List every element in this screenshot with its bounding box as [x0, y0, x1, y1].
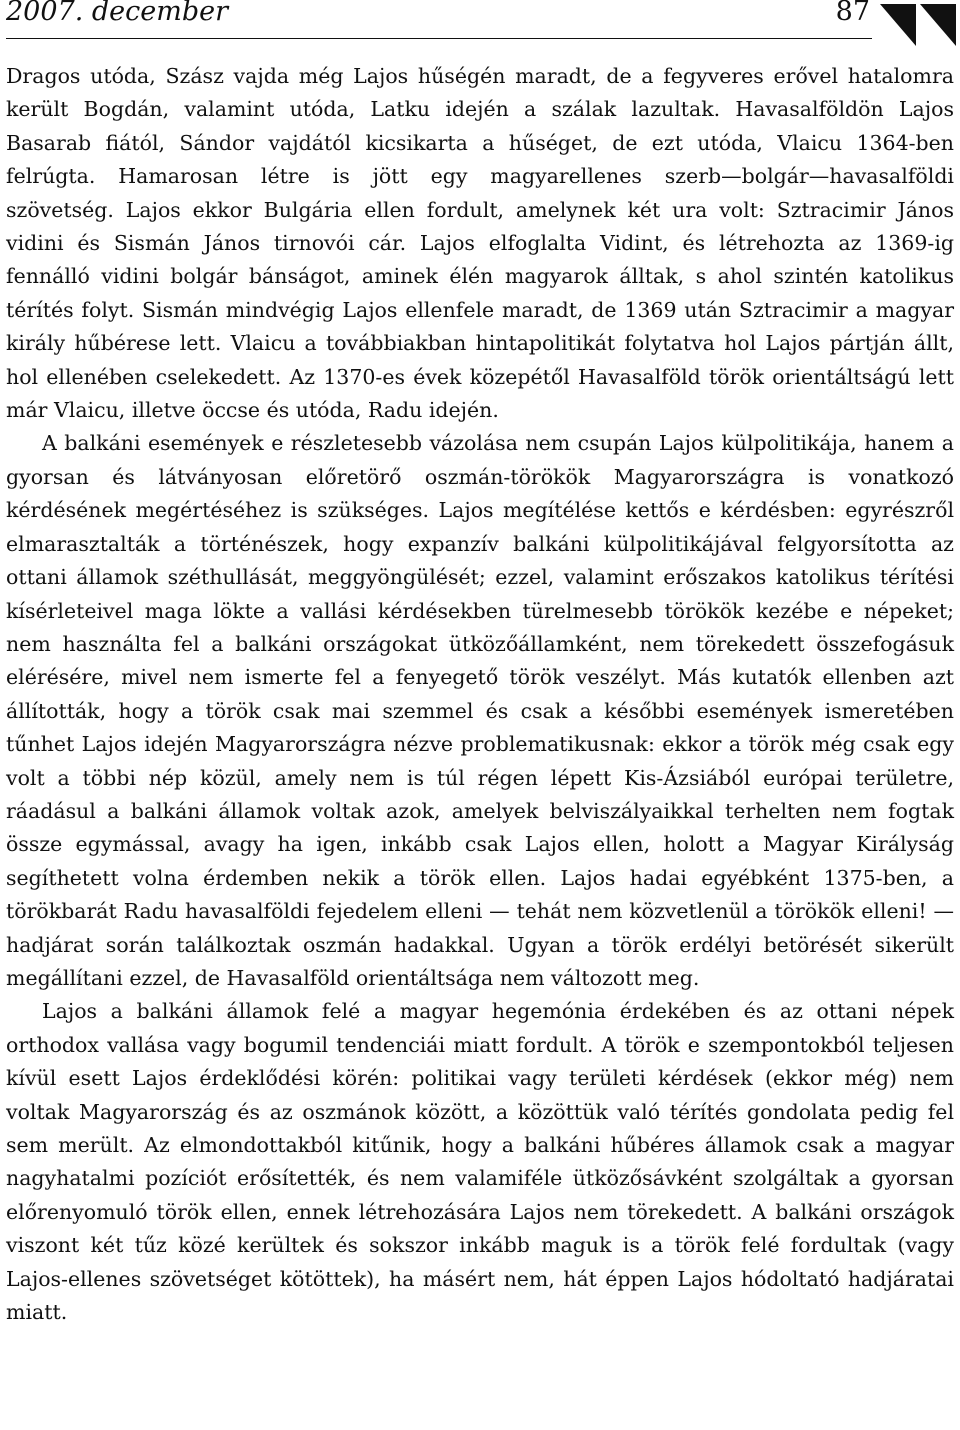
- running-header: [6, 0, 872, 39]
- logo-triangle-left-icon: [880, 4, 916, 46]
- paragraph-2: A balkáni események e részletesebb vázolása nem csupán Lajos külpolitikája, hanem a gyorsan és látványosan előretörő oszmán-törökök Magyarországra is vonatkozó kérdésének megértéséhez is szükséges. Lajos megítélése kettős e kérdésben: egyrészről elmarasztalták a történészek, hogy expanzív balkáni külpolitikájával felgyorsította az ottani államok széthullását, meggyöngülését; ezzel, valamint erőszakos katolikus térítési kísérleteivel maga lökte a vallási kérdésekben türelmesebb törökök kezébe e népeket; nem használta fel a balkáni országokat ütközőállamként, nem törekedett összefogásuk elérésére, mivel nem ismerte fel a fenyegető török veszélyt. Más kutatók ellenben azt állították, hogy a török csak mai szemmel és csak a későbbi események ismeretében tűnhet Lajos idején Magyarországra nézve problematikusnak: ekkor a török még csak egy volt a többi nép közül, amely nem is túl régen lépett Kis-Ázsiából európai területre, ráadásul a balkáni államok voltak azok, amelyek belviszályaikkal terhelten nem fogtak össze egymással, avagy ha igen, inkább csak Lajos ellen, holott a Magyar Királyság segíthetett volna érdemben nekik a török ellen. Lajos hadai egyébként 1375-ben, a törökbarát Radu havasalföldi fejedelem elleni — tehát nem közvetlenül a törökök elleni! — hadjárat során találkoztak oszmán hadakkal. Ugyan a török erdélyi betörését sikerült megállítani ezzel, de Havasalföld orientáltsága nem változott meg.: [6, 431, 954, 990]
- page-number: 87: [835, 0, 870, 27]
- paragraph-1: Dragos utóda, Szász vajda még Lajos hűségén maradt, de a fegyveres erővel hatalomra került Bogdán, valamint utóda, Latku idején a szálak lazultak. Havasalföldön Lajos Basarab fiától, Sándor vajdától kicsikarta a hűséget, de ezt utóda, Vlaicu 1364-ben felrúgta. Hamarosan létre is jött egy magyarellenes szerb—bolgár—havasalföldi szövetség. Lajos ekkor Bulgária ellen fordult, amelynek két ura volt: Sztracimir János vidini és Sismán János tirnovói cár. Lajos elfoglalta Vidint, és létrehozta az 1369-ig fennálló vidini bolgár bánságot, aminek élén magyarok álltak, s ahol szintén katolikus térítés folyt. Sismán mindvégig Lajos ellenfele maradt, de 1369 után Sztracimir a magyar király hűbérese lett. Vlaicu a továbbiakban hintapolitikát folytatva hol Lajos pártján állt, hol ellenében cselekedett. Az 1370-es évek közepétől Havasalföld török orientáltságú lett már Vlaicu, illetve öccse és utóda, Radu idején.: [6, 64, 954, 423]
- paragraph-3: Lajos a balkáni államok felé a magyar hegemónia érdekében és az ottani népek orthodox vallása vagy bogumil tendenciái miatt fordult. A török e szempontokból teljesen kívül esett Lajos érdeklődési körén: politikai vagy területi kérdések (ekkor még) nem voltak Magyarország és az oszmánok között, a közöttük való térítés gondolata pedig fel sem merült. Az elmondottakból kitűnik, hogy a balkáni hűbéres államok csak a magyar nagyhatalmi pozíciót erősítették, és nem valamiféle ütközősávként szolgáltak a gyorsan előrenyomuló török ellen, ennek létrehozására Lajos nem törekedett. A balkáni országok viszont két tűz közé kerültek és sokszor inkább maguk is a török felé fordultak (vagy Lajos-ellenes szövetséget kötöttek), ha másért nem, hát éppen Lajos hódoltató hadjáratai miatt.: [6, 999, 954, 1325]
- publisher-logo-icon: [880, 4, 956, 48]
- logo-triangle-right-icon: [920, 4, 956, 46]
- article-body: [6, 60, 954, 1329]
- issue-date: 2007. december: [6, 0, 229, 27]
